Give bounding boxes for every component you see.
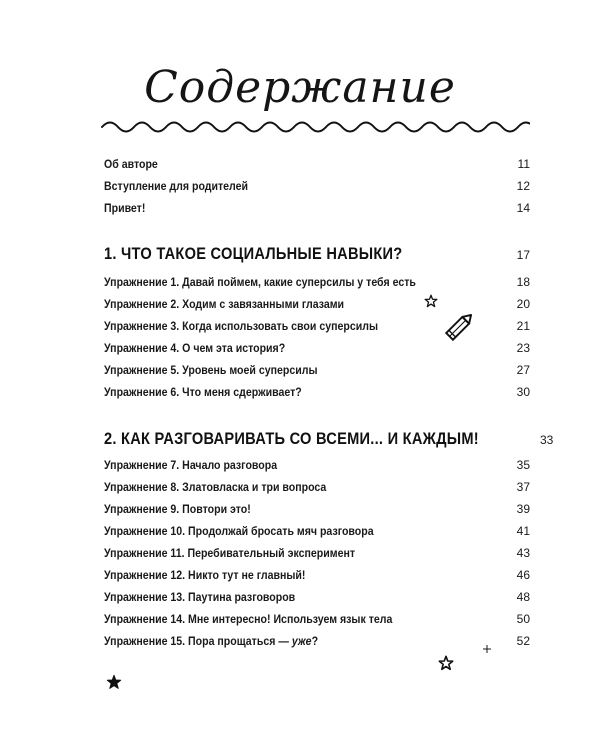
toc-page-number: 20 <box>516 297 530 311</box>
chapter-heading: 1. ЧТО ТАКОЕ СОЦИАЛЬНЫЕ НАВЫКИ? <box>104 244 403 263</box>
outline-star-icon <box>438 655 454 671</box>
toc-page-number: 23 <box>516 341 530 355</box>
toc-entry-label: Упражнение 12. Никто тут не главный! <box>104 570 306 582</box>
toc-page-number: 30 <box>516 385 530 399</box>
toc-page-number: 35 <box>516 458 530 472</box>
toc-entry-hello[interactable] <box>104 201 530 221</box>
toc-entry-label: Упражнение 9. Повтори это! <box>104 504 251 516</box>
toc-entry-label: Упражнение 8. Златовласка и три вопроса <box>104 482 327 494</box>
toc-exercise-6[interactable] <box>104 385 530 405</box>
toc-entry-label: Упражнение 14. Мне интересно! Используем язык тела <box>104 614 393 626</box>
toc-exercise-14[interactable] <box>104 612 530 632</box>
toc-entry-label: Упражнение 15. Пора прощаться — уже? <box>104 636 319 648</box>
toc-page-number: 41 <box>516 524 530 538</box>
toc-page-number: 43 <box>516 546 530 560</box>
toc-entry-label: Упражнение 1. Давай поймем, какие суперсилы у тебя есть <box>104 277 416 289</box>
toc-entry-label: Упражнение 13. Паутина разговоров <box>104 592 296 604</box>
toc-exercise-10[interactable] <box>104 524 530 544</box>
toc-exercise-7[interactable] <box>104 458 530 478</box>
toc-page-number: 14 <box>516 201 530 215</box>
toc-page-number: 17 <box>516 248 530 262</box>
toc-entry-label: Упражнение 4. О чем эта история? <box>104 343 286 355</box>
toc-page-number: 11 <box>517 157 530 171</box>
toc-entry-label: Привет! <box>104 203 146 215</box>
toc-page-number: 48 <box>516 590 530 604</box>
toc-entry-label: Упражнение 11. Перебивательный эксперимент <box>104 548 356 560</box>
sparkle-icon <box>483 645 491 653</box>
toc-entry-label: Упражнение 2. Ходим с завязанными глазами <box>104 299 345 311</box>
toc-page-number: 46 <box>516 568 530 582</box>
filled-star-icon <box>106 674 122 690</box>
toc-entry-label: Упражнение 6. Что меня сдерживает? <box>104 387 302 399</box>
toc-exercise-13[interactable] <box>104 590 530 610</box>
toc-exercise-11[interactable] <box>104 546 530 566</box>
toc-page-number: 21 <box>516 319 530 333</box>
outline-star-icon <box>424 294 438 308</box>
toc-exercise-15[interactable] <box>104 634 530 654</box>
toc-page-number: 27 <box>516 363 530 377</box>
toc-page-number: 50 <box>516 612 530 626</box>
toc-exercise-1[interactable] <box>104 275 530 295</box>
chapter-heading: 2. КАК РАЗГОВАРИВАТЬ СО ВСЕМИ... И КАЖДЫМ! <box>104 429 479 448</box>
toc-entry-label: Об авторе <box>104 159 158 171</box>
toc-page-number: 37 <box>516 480 530 494</box>
toc-exercise-12[interactable] <box>104 568 530 588</box>
toc-page-number: 12 <box>516 179 530 193</box>
toc-exercise-5[interactable] <box>104 363 530 383</box>
toc-chapter-2[interactable] <box>104 429 554 455</box>
toc-exercise-9[interactable] <box>104 502 530 522</box>
toc-page-number: 39 <box>516 502 530 516</box>
toc-entry-label: Упражнение 3. Когда использовать свои суперсилы <box>104 321 378 333</box>
toc-exercise-8[interactable] <box>104 480 530 500</box>
wavy-divider <box>100 118 530 136</box>
toc-entry-label: Вступление для родителей <box>104 181 249 193</box>
toc-entry-label: Упражнение 5. Уровень моей суперсилы <box>104 365 318 377</box>
page-title: Содержание <box>144 62 456 113</box>
toc-entry-label: Упражнение 7. Начало разговора <box>104 460 278 472</box>
toc-chapter-1[interactable] <box>104 244 530 270</box>
toc-page-number: 52 <box>516 634 530 648</box>
toc-page-number: 18 <box>516 275 530 289</box>
toc-entry-about-author[interactable] <box>104 157 530 177</box>
pencil-icon <box>440 308 478 346</box>
toc-page-number: 33 <box>539 433 554 447</box>
toc-entry-parents-intro[interactable] <box>104 179 530 199</box>
toc-entry-label: Упражнение 10. Продолжай бросать мяч разговора <box>104 526 374 538</box>
